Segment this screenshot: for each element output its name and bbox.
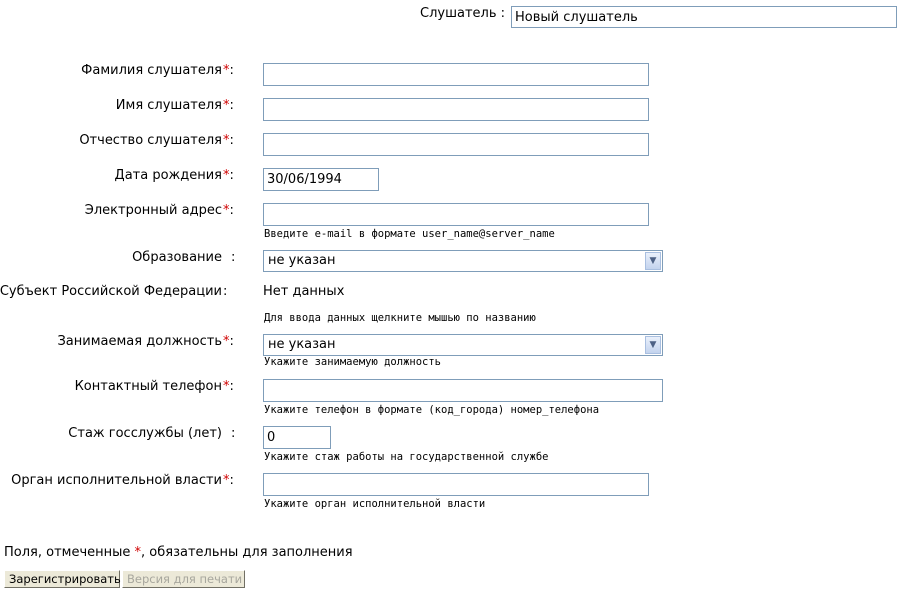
position-selected-value: не указан [268,337,336,352]
experience-input[interactable] [263,426,331,449]
region-label: Субъект Российской Федерации [0,284,222,299]
email-hint: Введите e-mail в формате user_name@server_name [264,228,555,240]
email-label: Электронный адрес [84,203,222,218]
last-name-input[interactable] [263,63,649,86]
label-separator: : [223,284,228,299]
last-name-label: Фамилия слушателя [81,63,222,78]
listener-name-field[interactable] [511,6,897,28]
listener-label: Слушатель : [420,6,505,21]
phone-label: Контактный телефон [74,379,222,394]
label-separator: : [231,426,236,441]
label-separator: : [229,168,234,183]
region-hint: Для ввода данных щелкните мышью по названию [264,312,536,324]
required-mark: * [223,133,230,148]
education-label: Образование [132,250,222,265]
required-mark: * [223,168,230,183]
education-select[interactable] [263,250,663,272]
email-input[interactable] [263,203,649,226]
label-separator: : [229,133,234,148]
label-separator: : [229,379,234,394]
required-mark: * [223,334,230,349]
required-mark: * [223,379,230,394]
label-separator: : [231,250,236,265]
label-separator: : [229,63,234,78]
experience-hint: Укажите стаж работы на государственной службе [264,451,549,463]
first-name-input[interactable] [263,98,649,121]
birth-date-label: Дата рождения [114,168,222,183]
birth-date-input[interactable] [263,168,379,191]
phone-hint: Укажите телефон в формате (код_города) номер_телефона [264,404,600,416]
position-select[interactable] [263,334,663,356]
first-name-label: Имя слушателя [115,98,222,113]
position-hint: Укажите занимаемую должность [264,356,442,368]
label-separator: : [229,334,234,349]
patronymic-label: Отчество слушателя [79,133,222,148]
register-button[interactable]: Зарегистрировать [4,570,120,588]
position-label: Занимаемая должность [57,334,222,349]
phone-input[interactable] [263,379,663,402]
required-mark: * [223,203,230,218]
patronymic-input[interactable] [263,133,649,156]
chevron-down-icon[interactable]: ▼ [645,252,661,270]
required-fields-note: Поля, отмеченные *, обязательны для заполнения [4,545,353,560]
education-selected-value: не указан [268,253,336,268]
required-mark: * [134,545,142,560]
authority-input[interactable] [263,473,649,496]
authority-hint: Укажите орган исполнительной власти [264,498,486,510]
required-mark: * [223,473,230,488]
experience-label: Стаж госслужбы (лет) [68,426,222,441]
label-separator: : [229,98,234,113]
label-separator: : [229,473,234,488]
chevron-down-icon[interactable]: ▼ [645,336,661,354]
authority-label: Орган исполнительной власти [11,473,222,488]
print-version-button[interactable]: Версия для печати [122,570,245,588]
required-mark: * [223,63,230,78]
region-value-link[interactable]: Нет данных [263,284,345,299]
label-separator: : [229,203,234,218]
required-mark: * [223,98,230,113]
